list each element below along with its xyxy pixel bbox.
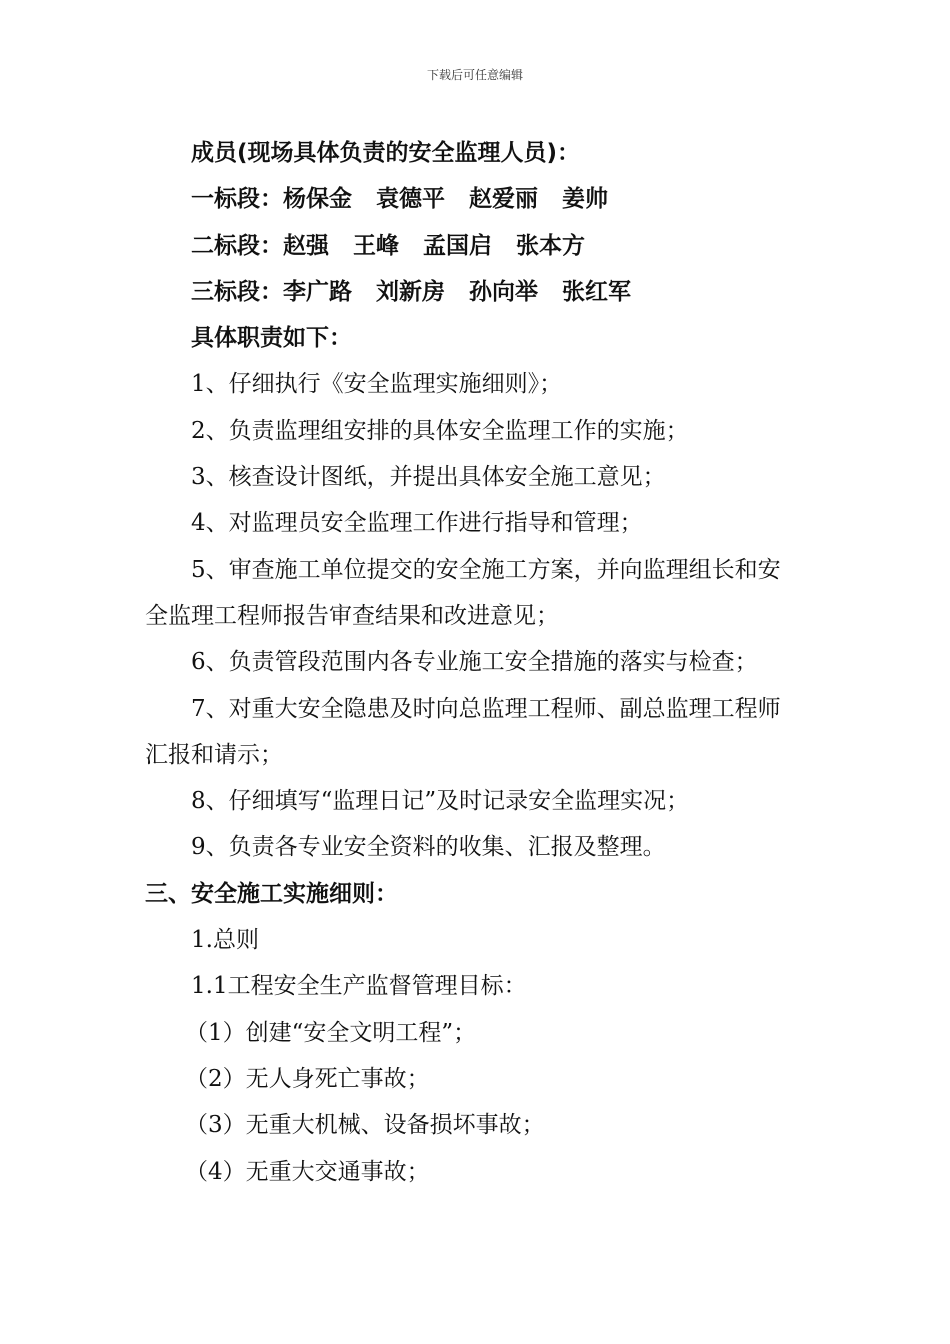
member-name: 杨保金	[283, 186, 352, 213]
member-name: 姜帅	[562, 186, 608, 213]
header-note: 下载后可任意编辑	[426, 68, 523, 82]
member-name: 张红军	[562, 278, 631, 305]
duties-title: 具体职责如下：	[191, 325, 352, 352]
duty-item: 6、负责管段范围内各专业施工安全措施的落实与检查；	[191, 649, 758, 676]
document-page	[145, 130, 815, 1195]
member-name: 孙向举	[469, 278, 538, 305]
section-3-members	[145, 269, 815, 315]
section-1-members	[145, 176, 815, 222]
section-3-heading: 三、安全施工实施细则：	[145, 880, 398, 907]
member-name: 孟国启	[423, 232, 492, 259]
goal-item: （4）无重大交通事故；	[185, 1158, 430, 1185]
duty-item: 5、审查施工单位提交的安全施工方案，并向监理组长和安	[191, 556, 781, 583]
goal-title: 1.1工程安全生产监督管理目标：	[191, 973, 527, 1000]
section-label: 三标段：	[191, 278, 283, 305]
section-label: 一标段：	[191, 186, 283, 213]
member-name: 李广路	[283, 278, 352, 305]
member-name: 张本方	[516, 232, 585, 259]
duty-item-continuation: 汇报和请示；	[145, 741, 283, 768]
duty-item-continuation: 全监理工程师报告审查结果和改进意见；	[145, 602, 559, 629]
member-name: 王峰	[353, 232, 399, 259]
member-name: 赵爱丽	[469, 186, 538, 213]
goal-item: （1）创建“安全文明工程”；	[185, 1019, 477, 1046]
goal-item: （2）无人身死亡事故；	[185, 1065, 430, 1092]
duty-item: 3、核查设计图纸，并提出具体安全施工意见；	[191, 464, 666, 491]
section-label: 二标段：	[191, 232, 283, 259]
duty-item: 7、对重大安全隐患及时向总监理工程师、副总监理工程师	[191, 695, 781, 722]
member-name: 袁德平	[376, 186, 445, 213]
duty-item: 1、仔细执行《安全监理实施细则》；	[191, 371, 563, 398]
duty-item: 4、对监理员安全监理工作进行指导和管理；	[191, 510, 643, 537]
member-name: 刘新房	[376, 278, 445, 305]
member-name: 赵强	[283, 232, 329, 259]
general-heading: 1.总则	[191, 927, 259, 954]
duty-item: 2、负责监理组安排的具体安全监理工作的实施；	[191, 417, 689, 444]
duty-item: 8、仔细填写“监理日记”及时记录安全监理实况；	[191, 788, 690, 815]
goal-item: （3）无重大机械、设备损坏事故；	[185, 1112, 545, 1139]
section-2-members	[145, 223, 815, 269]
duty-item: 9、负责各专业安全资料的收集、汇报及整理。	[191, 834, 666, 861]
members-title: 成员(现场具体负责的安全监理人员)：	[191, 140, 581, 166]
